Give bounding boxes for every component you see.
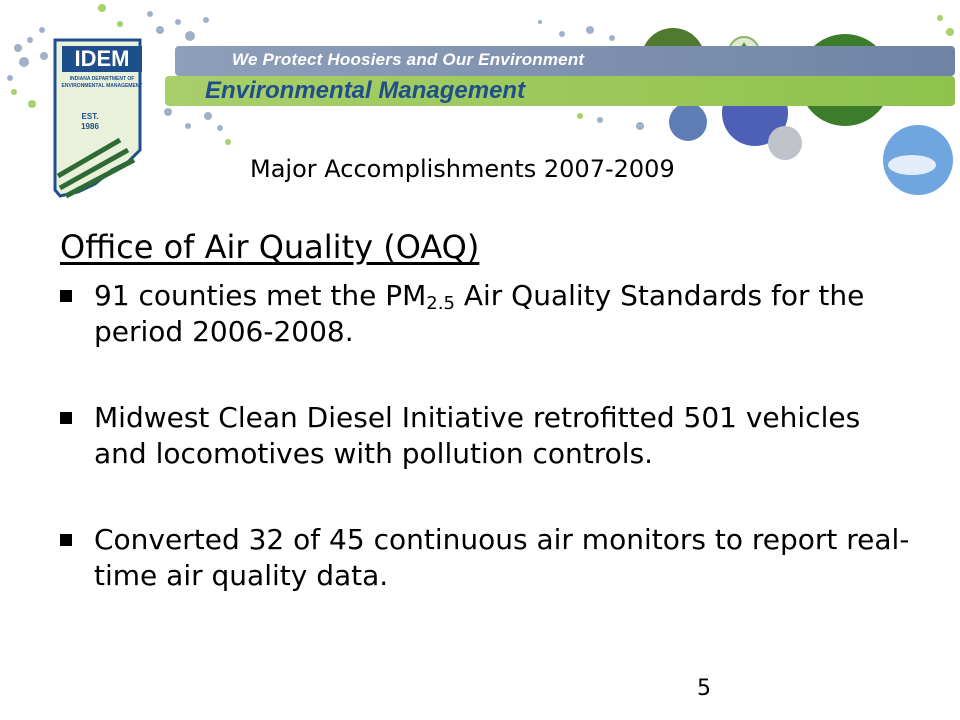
bullet-item: [60, 278, 920, 350]
bullet-text-pre: 91 counties met the PM: [94, 279, 427, 312]
logo-subtitle: INDIANA DEPARTMENT OF ENVIRONMENTAL MANAGEMENT: [61, 76, 143, 89]
bullet-square-icon: [60, 534, 72, 546]
bullet-square-icon: [60, 290, 72, 302]
band-title: Environmental Management: [205, 77, 526, 104]
bullet-list: [60, 278, 920, 644]
section-heading: Office of Air Quality (OAQ): [60, 228, 480, 266]
page-number: 5: [697, 676, 711, 701]
bullet-square-icon: [60, 412, 72, 424]
bullet-item: [60, 522, 920, 594]
bullet-text: Converted 32 of 45 continuous air monitors to report real-time air quality data.: [94, 523, 910, 592]
logo-established: EST. 1986: [81, 112, 99, 131]
bullet-text: Midwest Clean Diesel Initiative retrofitted 501 vehicles and locomotives with pollution controls.: [94, 401, 861, 470]
slide-title: Major Accomplishments 2007-2009: [250, 155, 675, 183]
bullet-item: [60, 400, 920, 472]
tagline: We Protect Hoosiers and Our Environment: [232, 50, 585, 69]
bullet-text-post: Air Quality Standards for the period 2006-2008.: [94, 279, 865, 348]
bullet-subscript: 2.5: [426, 293, 455, 314]
idem-logo: IDEM: [62, 46, 142, 72]
